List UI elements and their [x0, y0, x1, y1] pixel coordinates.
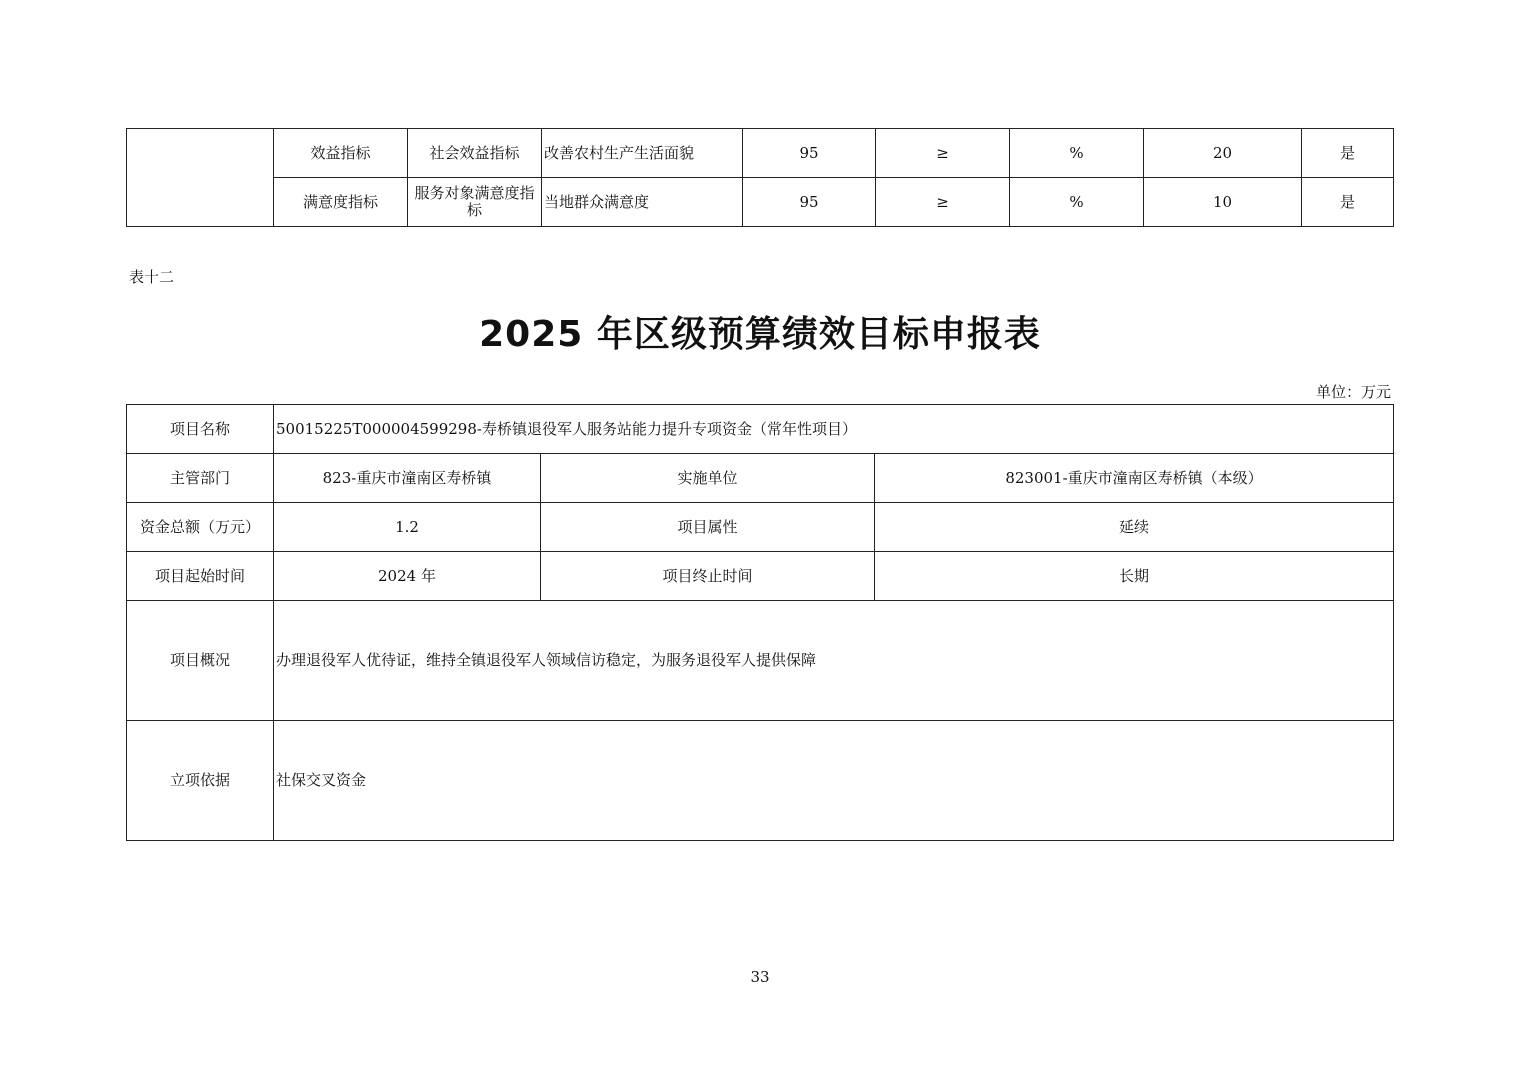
budget-application-table: [126, 404, 1394, 841]
project-overview-label: 项目概况: [127, 601, 274, 721]
implementing-unit-value: 823001-重庆市潼南区寿桥镇（本级）: [875, 454, 1394, 503]
implementing-unit-label: 实施单位: [541, 454, 875, 503]
fund-total-value: 1.2: [274, 503, 541, 552]
operator-cell: ≥: [876, 178, 1010, 227]
department-value: 823-重庆市潼南区寿桥镇: [274, 454, 541, 503]
level2-indicator-cell: 服务对象满意度指标: [408, 178, 542, 227]
fund-total-label: 资金总额（万元）: [127, 503, 274, 552]
table-row: [127, 721, 1394, 841]
table-row: [127, 601, 1394, 721]
row-group-cell: [127, 129, 274, 227]
unit-cell: %: [1010, 129, 1144, 178]
unit-cell: %: [1010, 178, 1144, 227]
level1-indicator-cell: 满意度指标: [274, 178, 408, 227]
core-indicator-cell: 是: [1302, 129, 1394, 178]
table-row: [127, 503, 1394, 552]
project-basis-label: 立项依据: [127, 721, 274, 841]
table-row: [127, 178, 1394, 227]
indicator-table-continued: [126, 128, 1394, 227]
start-time-label: 项目起始时间: [127, 552, 274, 601]
operator-cell: ≥: [876, 129, 1010, 178]
project-name-value: 50015225T000004599298-寿桥镇退役军人服务站能力提升专项资金（常年性项目）: [274, 405, 1394, 454]
table-number-label: 表十二: [129, 268, 175, 286]
level3-indicator-cell: 当地群众满意度: [542, 178, 743, 227]
level2-indicator-cell: 社会效益指标: [408, 129, 542, 178]
page-number: 33: [750, 968, 770, 986]
level1-indicator-cell: 效益指标: [274, 129, 408, 178]
table-row: [127, 454, 1394, 503]
project-basis-value: 社保交叉资金: [274, 721, 1394, 841]
weight-cell: 20: [1144, 129, 1302, 178]
target-value-cell: 95: [743, 129, 876, 178]
table-row: [127, 129, 1394, 178]
start-time-value: 2024 年: [274, 552, 541, 601]
page-title: 2025 年区级预算绩效目标申报表: [479, 314, 1041, 355]
project-name-label: 项目名称: [127, 405, 274, 454]
table-row: [127, 552, 1394, 601]
project-overview-value: 办理退役军人优待证，维持全镇退役军人领域信访稳定，为服务退役军人提供保障: [274, 601, 1394, 721]
target-value-cell: 95: [743, 178, 876, 227]
end-time-label: 项目终止时间: [541, 552, 875, 601]
core-indicator-cell: 是: [1302, 178, 1394, 227]
level3-indicator-cell: 改善农村生产生活面貌: [542, 129, 743, 178]
unit-label: 单位：万元: [1315, 383, 1391, 401]
weight-cell: 10: [1144, 178, 1302, 227]
end-time-value: 长期: [875, 552, 1394, 601]
department-label: 主管部门: [127, 454, 274, 503]
project-attribute-label: 项目属性: [541, 503, 875, 552]
project-attribute-value: 延续: [875, 503, 1394, 552]
table-row: [127, 405, 1394, 454]
